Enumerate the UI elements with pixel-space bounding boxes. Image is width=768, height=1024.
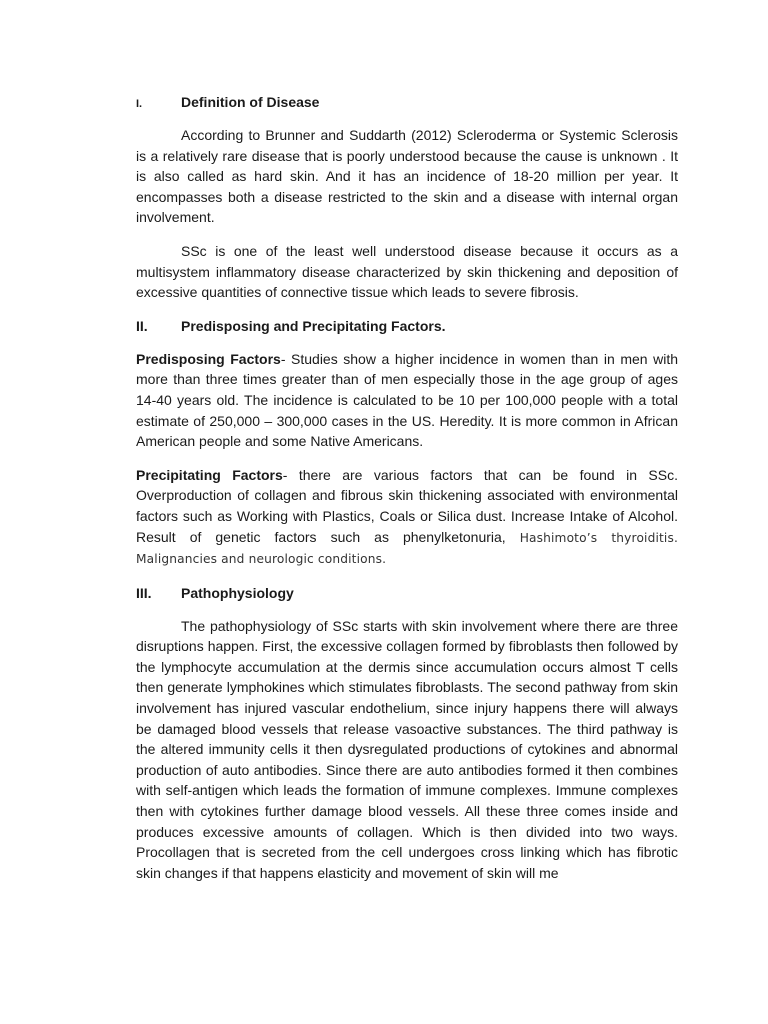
precipitating-text: - there are various factors that can be found in SSc. Overproduction of collagen and fibrous skin thickening associated with environmental factors such as Working with Plastics, Coals or Silica dust. Increase Intake of Alcohol. Result of genetic factors such as phenylketonuria, bbox=[136, 466, 678, 545]
document-page bbox=[136, 92, 678, 883]
paragraph-predisposing bbox=[136, 349, 678, 452]
precipitating-label: Precipitating Factors bbox=[136, 466, 283, 483]
paragraph-precipitating bbox=[136, 465, 678, 570]
precipitating-tail: Hashimoto’s thyroiditis. Malignancies and neurologic conditions. bbox=[136, 530, 678, 567]
section-title: Definition of Disease bbox=[181, 94, 320, 110]
section-heading-definition bbox=[136, 92, 678, 112]
section-heading-pathophysiology bbox=[136, 583, 678, 603]
predisposing-label: Predisposing Factors bbox=[136, 350, 281, 367]
paragraph-definition-2: SSc is one of the least well understood disease because it occurs as a multisystem inflammatory disease characterized by skin thickening and deposition of excessive quantities of connective tissue which leads to severe fibrosis. bbox=[136, 242, 678, 301]
section-heading-factors bbox=[136, 316, 678, 336]
section-number: II. bbox=[136, 317, 148, 334]
predisposing-text: - Studies show a higher incidence in women than in men with more than three times greater than of men especially those in the age group of ages 14-40 years old. The incidence is calculated to be 10 per 100,000 people with a total estimate of 250,000 – 300,000 cases in the US. Heredity. It is more common in African American people and some Native Americans. bbox=[136, 350, 679, 450]
section-number: III. bbox=[136, 584, 152, 601]
section-title: Predisposing and Precipitating Factors. bbox=[181, 317, 446, 334]
paragraph-definition-1: According to Brunner and Suddarth (2012) Scleroderma or Systemic Sclerosis is a relatively rare disease that is poorly understood because the cause is unknown . It is also called as hard skin. And it has an incidence of 18-20 million per year. It encompasses both a disease restricted to the skin and a disease with internal organ involvement. bbox=[136, 127, 678, 226]
paragraph-pathophysiology: The pathophysiology of SSc starts with skin involvement where there are three disruptions happen. First, the excessive collagen formed by fibroblasts then followed by the lymphocyte accumulation at the dermis since accumulation occurs almost T cells then generate lymphokines which stimulates fibroblasts. The second pathway from skin involvement has injured vascular endothelium, since injury happens there will always be damaged blood vessels that release vasoactive substances. The third pathway is the altered immunity cells it then dysregulated productions of cytokines and abnormal production of auto antibodies. Since there are auto antibodies formed it then combines with self-antigen which leads the formation of immune complexes. Immune complexes then with cytokines further damage blood vessels. All these three comes inside and produces excessive amounts of collagen. Which is then divided into two ways. Procollagen that is secreted from the cell undergoes cross linking which has fibrotic skin changes if that happens elasticity and movement of skin will me bbox=[136, 617, 678, 881]
section-number: I. bbox=[136, 98, 143, 110]
section-title: Pathophysiology bbox=[181, 584, 294, 601]
